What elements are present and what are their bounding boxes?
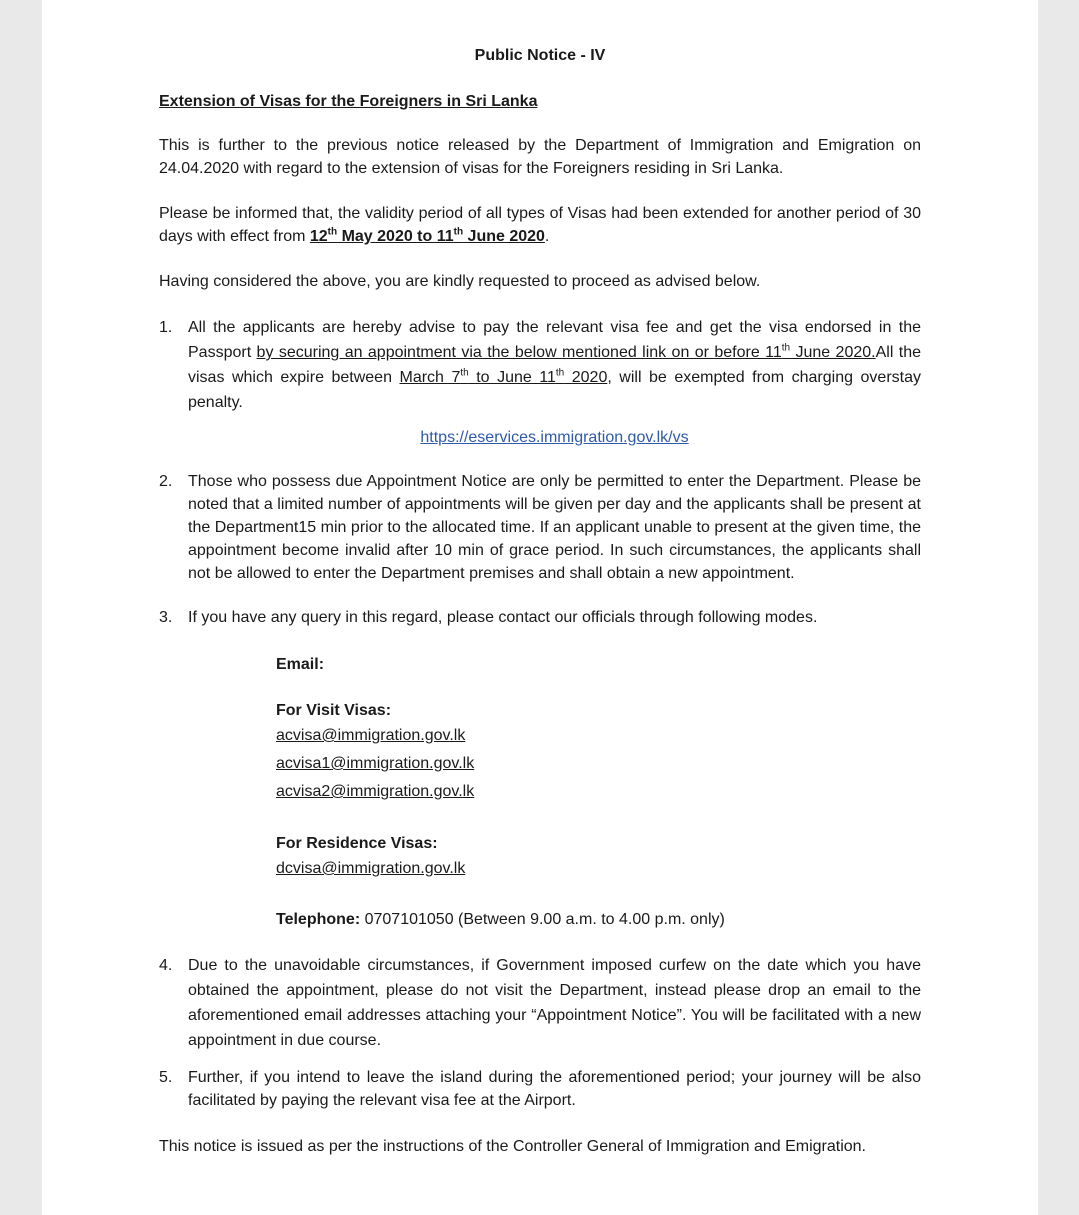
telephone-line (276, 908, 921, 931)
list-item (159, 315, 921, 450)
item1-u1: by securing an appointment via the below mentioned link on or before 11 (256, 344, 782, 361)
extension-start-sup: th (327, 226, 338, 238)
list-number: 4. (159, 957, 173, 974)
item2-text: Those who possess due Appointment Notice are only be permitted to enter the Department. Please be noted that a limited number of appointments will be given per day and the applicants shall be present at the Department15 min prior to the allocated time. If an applicant unable to present at the given time, the appointment become invalid after 10 min of grace period. In such circumstances, the applicants shall not be allowed to enter the Department premises and shall obtain a new appointment. (188, 473, 921, 582)
item1-u2-end: 2020 (564, 369, 608, 386)
residence-visas-label: For Residence Visas: (276, 835, 438, 852)
visit-email-link[interactable]: acvisa1@immigration.gov.lk (276, 755, 475, 772)
having-paragraph: Having considered the above, you are kindly requested to proceed as advised below. (159, 273, 761, 290)
extension-period (310, 228, 545, 245)
item3-text: If you have any query in this regard, please contact our officials through following modes. (188, 609, 818, 626)
item1-underlined-appointment (257, 344, 876, 361)
list-item (159, 1066, 921, 1112)
item1-u2: March 7 (399, 369, 461, 386)
item1-u2-sup2: th (555, 367, 565, 379)
eservices-link[interactable]: https://eservices.immigration.gov.lk/vs (420, 429, 689, 446)
extension-mid: May 2020 to 11 (337, 228, 454, 245)
intro-paragraph: This is further to the previous notice released by the Department of Immigration and Emigration on 24.04.2020 with regard to the extension of visas for the Foreigners residing in Sri Lanka. (159, 137, 921, 177)
item1-underlined-dates (399, 369, 607, 386)
list-number: 2. (159, 473, 173, 490)
notice-title: Public Notice - IV (474, 47, 606, 64)
footer-paragraph: This notice is issued as per the instructions of the Controller General of Immigration and Emigration. (159, 1138, 866, 1155)
extension-end: June 2020 (463, 228, 545, 245)
list-item (159, 470, 921, 585)
item4-text: Due to the unavoidable circumstances, if Government imposed curfew on the date which you have obtained the appointment, please do not visit the Department, instead please drop an email to the aforementioned email addresses attaching your “Appointment Notice”. You will be facilitated with a new appointment in due course. (188, 957, 921, 1049)
item1-u1-end: June 2020. (790, 344, 876, 361)
document-page (42, 0, 1038, 1215)
link-line (188, 425, 921, 450)
item1-u2-sup: th (460, 367, 469, 379)
advice-list (159, 315, 921, 1112)
notice-content (159, 44, 921, 1158)
list-number: 3. (159, 609, 173, 626)
item1-text-a: All the applicants are hereby advise to pay the relevant visa fee and get the visa endorsed in the Passport (188, 319, 921, 361)
visit-email-link[interactable]: acvisa2@immigration.gov.lk (276, 783, 475, 800)
informed-paragraph (159, 202, 921, 248)
list-item (159, 953, 921, 1053)
visit-visas-label: For Visit Visas: (276, 702, 392, 719)
item1-u2-mid: to June 11 (468, 369, 556, 386)
visit-email-link[interactable]: acvisa@immigration.gov.lk (276, 727, 466, 744)
item1-text-c: , will be exempted from charging overstay penalty. (188, 369, 921, 411)
email-label: Email: (276, 656, 325, 673)
item1-u1-sup: th (781, 342, 791, 354)
telephone-label: Telephone: (276, 911, 361, 928)
informed-tail: . (544, 228, 550, 245)
notice-subtitle: Extension of Visas for the Foreigners in Sri Lanka (159, 93, 538, 110)
contact-block (276, 653, 921, 931)
extension-start-day: 12 (309, 228, 328, 245)
item1-text-b: All the visas which expire between (188, 344, 922, 386)
list-number: 5. (159, 1069, 173, 1086)
item5-text: Further, if you intend to leave the island during the aforementioned period; your journey will be also facilitated by paying the relevant visa fee at the Airport. (188, 1069, 921, 1109)
residence-email-link[interactable]: dcvisa@immigration.gov.lk (276, 860, 466, 877)
list-number: 1. (159, 319, 173, 336)
informed-prefix: Please be informed that, the validity period of all types of Visas had been extended for another period of 30 days with effect from (159, 205, 921, 245)
telephone-value: 0707101050 (Between 9.00 a.m. to 4.00 p.m. only) (360, 911, 725, 928)
extension-end-sup: th (453, 226, 464, 238)
list-item (159, 606, 921, 931)
